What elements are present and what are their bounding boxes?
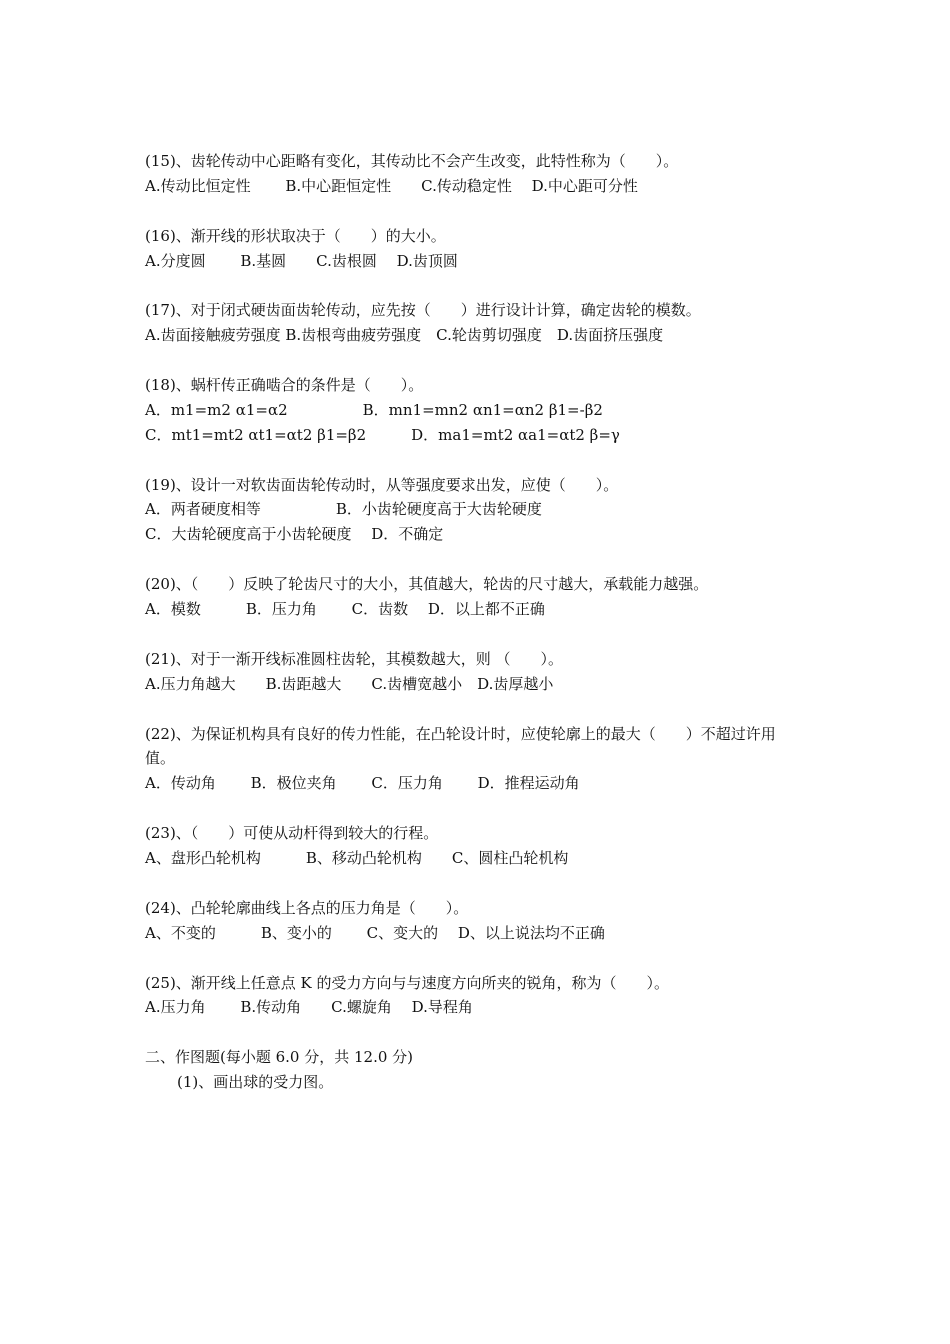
question-18-options-2: C．mt1=mt2 αt1=αt2 β1=β2 D．ma1=mt2 αa1=αt2 β=γ [145, 426, 620, 444]
question-23-options: A、盘形凸轮机构 B、移动凸轮机构 C、圆柱凸轮机构 [145, 849, 569, 867]
question-24-options: A、不变的 B、变小的 C、变大的 D、以上说法均不正确 [145, 924, 605, 942]
section-2-item-1: (1)、画出球的受力图。 [177, 1073, 334, 1091]
section-2-heading: 二、作图题(每小题 6.0 分，共 12.0 分) [145, 1048, 414, 1066]
question-17-stem: (17)、对于闭式硬齿面齿轮传动，应先按（ ）进行设计计算，确定齿轮的模数。 [145, 301, 701, 319]
question-19-options-2: C．大齿轮硬度高于小齿轮硬度 D．不确定 [145, 525, 444, 543]
question-24-stem: (24)、凸轮轮廓曲线上各点的压力角是（ ）。 [145, 899, 469, 917]
question-22-stem-continued: 值。 [145, 749, 176, 767]
question-15-options: A.传动比恒定性 B.中心距恒定性 C.传动稳定性 D.中心距可分性 [145, 177, 638, 195]
question-18-stem: (18)、蜗杆传正确啮合的条件是（ ）。 [145, 376, 424, 394]
question-18-options: A．m1=m2 α1=α2 B．mn1=mn2 αn1=αn2 β1=-β2 [145, 401, 603, 419]
question-20-stem: (20)、（ ）反映了轮齿尺寸的大小，其值越大，轮齿的尺寸越大，承载能力越强。 [145, 575, 709, 593]
question-19-options: A．两者硬度相等 B．小齿轮硬度高于大齿轮硬度 [145, 500, 542, 518]
question-22-stem: (22)、为保证机构具有良好的传力性能，在凸轮设计时，应使轮廓上的最大（ ）不超过许用 [145, 725, 776, 743]
question-16-stem: (16)、渐开线的形状取决于（ ）的大小。 [145, 227, 446, 245]
question-21-stem: (21)、对于一渐开线标准圆柱齿轮，其模数越大，则 （ ）。 [145, 650, 564, 668]
question-21-options: A.压力角越大 B.齿距越大 C.齿槽宽越小 D.齿厚越小 [145, 675, 554, 693]
question-15-stem: (15)、齿轮传动中心距略有变化，其传动比不会产生改变，此特性称为（ ）。 [145, 152, 679, 170]
question-19-stem: (19)、设计一对软齿面齿轮传动时，从等强度要求出发，应使（ ）。 [145, 476, 619, 494]
question-25-options: A.压力角 B.传动角 C.螺旋角 D.导程角 [145, 998, 473, 1016]
question-17-options: A.齿面接触疲劳强度 B.齿根弯曲疲劳强度 C.轮齿剪切强度 D.齿面挤压强度 [145, 326, 664, 344]
question-23-stem: (23)、（ ）可使从动杆得到较大的行程。 [145, 824, 439, 842]
question-22-options: A．传动角 B．极位夹角 C．压力角 D．推程运动角 [145, 774, 580, 792]
question-16-options: A.分度圆 B.基圆 C.齿根圆 D.齿顶圆 [145, 252, 458, 270]
question-20-options: A．模数 B．压力角 C．齿数 D．以上都不正确 [145, 600, 545, 618]
question-25-stem: (25)、渐开线上任意点 K 的受力方向与与速度方向所夹的锐角，称为（ ）。 [145, 974, 670, 992]
